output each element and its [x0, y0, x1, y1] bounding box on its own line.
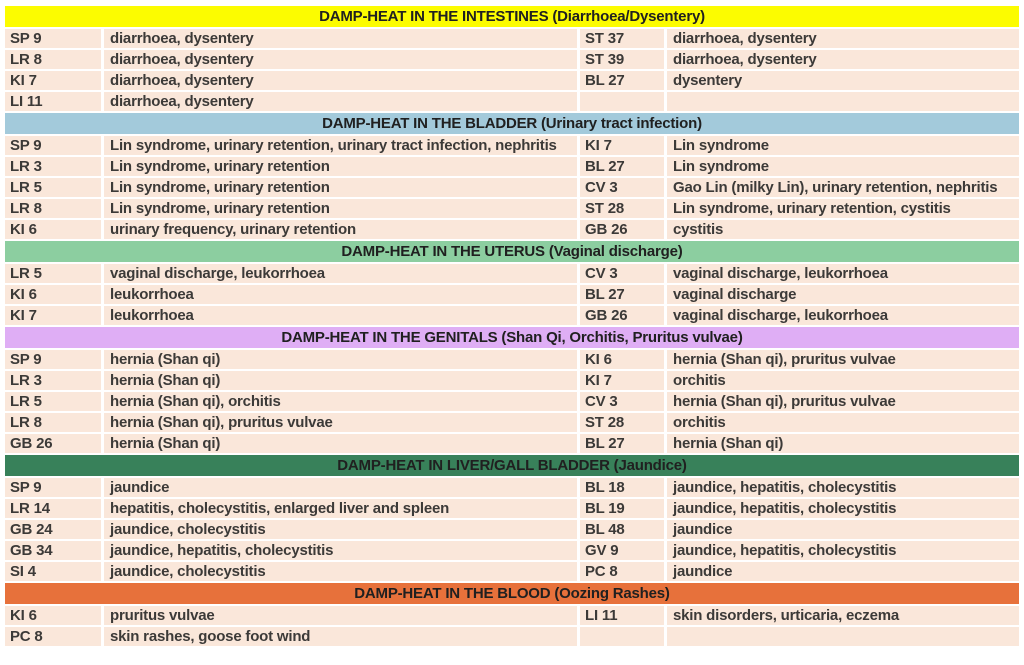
table-row	[5, 627, 1019, 646]
table-row	[5, 392, 1019, 411]
damp-heat-indications-table	[5, 6, 1019, 648]
point-cell-left: SP 9	[5, 350, 101, 369]
point-cell-right: KI 7	[580, 136, 664, 155]
table-row	[5, 50, 1019, 69]
point-cell-right: ST 28	[580, 199, 664, 218]
indication-cell-left: hepatitis, cholecystitis, enlarged liver and spleen	[104, 499, 577, 518]
indication-cell-right: hernia (Shan qi), pruritus vulvae	[667, 350, 1019, 369]
indication-cell-right	[667, 627, 1019, 646]
indication-cell-right: jaundice, hepatitis, cholecystitis	[667, 478, 1019, 497]
point-cell-right: BL 27	[580, 434, 664, 453]
indication-cell-right: vaginal discharge	[667, 285, 1019, 304]
point-cell-left: KI 6	[5, 606, 101, 625]
indication-cell-left: jaundice, cholecystitis	[104, 562, 577, 581]
point-cell-left: LR 8	[5, 413, 101, 432]
table-row	[5, 71, 1019, 90]
point-cell-left: LR 8	[5, 50, 101, 69]
indication-cell-right	[667, 92, 1019, 111]
point-cell-right: LI 11	[580, 606, 664, 625]
indication-cell-left: hernia (Shan qi), pruritus vulvae	[104, 413, 577, 432]
indication-cell-right: jaundice, hepatitis, cholecystitis	[667, 499, 1019, 518]
table-row	[5, 220, 1019, 239]
indication-cell-right: Gao Lin (milky Lin), urinary retention, nephritis	[667, 178, 1019, 197]
indication-cell-left: Lin syndrome, urinary retention	[104, 199, 577, 218]
point-cell-right: ST 28	[580, 413, 664, 432]
point-cell-left: KI 6	[5, 285, 101, 304]
indication-cell-right: vaginal discharge, leukorrhoea	[667, 306, 1019, 325]
indication-cell-right: Lin syndrome	[667, 157, 1019, 176]
indication-cell-left: hernia (Shan qi), orchitis	[104, 392, 577, 411]
point-cell-right: BL 48	[580, 520, 664, 539]
indication-cell-right: Lin syndrome, urinary retention, cystitis	[667, 199, 1019, 218]
point-cell-left: LR 14	[5, 499, 101, 518]
table-row	[5, 199, 1019, 218]
table-row	[5, 520, 1019, 539]
indication-cell-left: pruritus vulvae	[104, 606, 577, 625]
point-cell-left: SP 9	[5, 29, 101, 48]
table-row	[5, 264, 1019, 283]
point-cell-right: PC 8	[580, 562, 664, 581]
section-header: DAMP-HEAT IN THE INTESTINES (Diarrhoea/Dysentery)	[5, 6, 1019, 27]
table-row	[5, 285, 1019, 304]
point-cell-left: PC 8	[5, 627, 101, 646]
table-row	[5, 178, 1019, 197]
point-cell-right: GB 26	[580, 306, 664, 325]
indication-cell-left: diarrhoea, dysentery	[104, 92, 577, 111]
indication-cell-right: Lin syndrome	[667, 136, 1019, 155]
sections-container	[5, 6, 1019, 646]
indication-cell-left: hernia (Shan qi)	[104, 434, 577, 453]
table-row	[5, 478, 1019, 497]
indication-cell-right: orchitis	[667, 413, 1019, 432]
table-row	[5, 434, 1019, 453]
point-cell-right: BL 18	[580, 478, 664, 497]
point-cell-right: BL 27	[580, 71, 664, 90]
point-cell-left: LR 5	[5, 392, 101, 411]
indication-cell-left: Lin syndrome, urinary retention, urinary tract infection, nephritis	[104, 136, 577, 155]
point-cell-right: KI 6	[580, 350, 664, 369]
point-cell-right: BL 27	[580, 285, 664, 304]
indication-cell-left: vaginal discharge, leukorrhoea	[104, 264, 577, 283]
indication-cell-left: jaundice	[104, 478, 577, 497]
indication-cell-left: Lin syndrome, urinary retention	[104, 178, 577, 197]
indication-cell-right: orchitis	[667, 371, 1019, 390]
indication-cell-left: diarrhoea, dysentery	[104, 71, 577, 90]
point-cell-left: KI 6	[5, 220, 101, 239]
indication-cell-right: jaundice	[667, 520, 1019, 539]
indication-cell-left: urinary frequency, urinary retention	[104, 220, 577, 239]
point-cell-left: LR 5	[5, 264, 101, 283]
indication-cell-right: diarrhoea, dysentery	[667, 29, 1019, 48]
point-cell-left: SP 9	[5, 478, 101, 497]
point-cell-left: SI 4	[5, 562, 101, 581]
point-cell-left: LR 8	[5, 199, 101, 218]
indication-cell-left: leukorrhoea	[104, 306, 577, 325]
indication-cell-left: hernia (Shan qi)	[104, 371, 577, 390]
indication-cell-right: hernia (Shan qi), pruritus vulvae	[667, 392, 1019, 411]
point-cell-right: GV 9	[580, 541, 664, 560]
point-cell-right: KI 7	[580, 371, 664, 390]
point-cell-right: BL 19	[580, 499, 664, 518]
indication-cell-left: hernia (Shan qi)	[104, 350, 577, 369]
point-cell-left: KI 7	[5, 71, 101, 90]
indication-cell-left: jaundice, hepatitis, cholecystitis	[104, 541, 577, 560]
indication-cell-left: jaundice, cholecystitis	[104, 520, 577, 539]
point-cell-left: GB 34	[5, 541, 101, 560]
table-row	[5, 29, 1019, 48]
table-row	[5, 413, 1019, 432]
point-cell-right: BL 27	[580, 157, 664, 176]
indication-cell-right: jaundice	[667, 562, 1019, 581]
indication-cell-right: diarrhoea, dysentery	[667, 50, 1019, 69]
point-cell-right: GB 26	[580, 220, 664, 239]
section-header: DAMP-HEAT IN THE BLOOD (Oozing Rashes)	[5, 583, 1019, 604]
table-row	[5, 92, 1019, 111]
section-header: DAMP-HEAT IN LIVER/GALL BLADDER (Jaundice)	[5, 455, 1019, 476]
point-cell-left: LR 3	[5, 371, 101, 390]
indication-cell-left: diarrhoea, dysentery	[104, 29, 577, 48]
table-row	[5, 499, 1019, 518]
point-cell-right: CV 3	[580, 264, 664, 283]
indication-cell-left: diarrhoea, dysentery	[104, 50, 577, 69]
point-cell-left: KI 7	[5, 306, 101, 325]
table-row	[5, 371, 1019, 390]
point-cell-left: GB 24	[5, 520, 101, 539]
table-row	[5, 350, 1019, 369]
indication-cell-right: jaundice, hepatitis, cholecystitis	[667, 541, 1019, 560]
point-cell-right	[580, 92, 664, 111]
point-cell-left: LR 5	[5, 178, 101, 197]
table-row	[5, 306, 1019, 325]
point-cell-right	[580, 627, 664, 646]
point-cell-right: ST 37	[580, 29, 664, 48]
section-header: DAMP-HEAT IN THE UTERUS (Vaginal discharge)	[5, 241, 1019, 262]
point-cell-right: CV 3	[580, 392, 664, 411]
indication-cell-right: dysentery	[667, 71, 1019, 90]
indication-cell-left: Lin syndrome, urinary retention	[104, 157, 577, 176]
table-row	[5, 157, 1019, 176]
point-cell-left: LI 11	[5, 92, 101, 111]
table-row	[5, 136, 1019, 155]
indication-cell-right: hernia (Shan qi)	[667, 434, 1019, 453]
section-header: DAMP-HEAT IN THE GENITALS (Shan Qi, Orchitis, Pruritus vulvae)	[5, 327, 1019, 348]
table-row	[5, 606, 1019, 625]
section-header: DAMP-HEAT IN THE BLADDER (Urinary tract infection)	[5, 113, 1019, 134]
indication-cell-right: vaginal discharge, leukorrhoea	[667, 264, 1019, 283]
point-cell-right: ST 39	[580, 50, 664, 69]
table-row	[5, 562, 1019, 581]
point-cell-right: CV 3	[580, 178, 664, 197]
point-cell-left: SP 9	[5, 136, 101, 155]
indication-cell-left: skin rashes, goose foot wind	[104, 627, 577, 646]
indication-cell-right: skin disorders, urticaria, eczema	[667, 606, 1019, 625]
table-row	[5, 541, 1019, 560]
indication-cell-right: cystitis	[667, 220, 1019, 239]
point-cell-left: LR 3	[5, 157, 101, 176]
indication-cell-left: leukorrhoea	[104, 285, 577, 304]
point-cell-left: GB 26	[5, 434, 101, 453]
